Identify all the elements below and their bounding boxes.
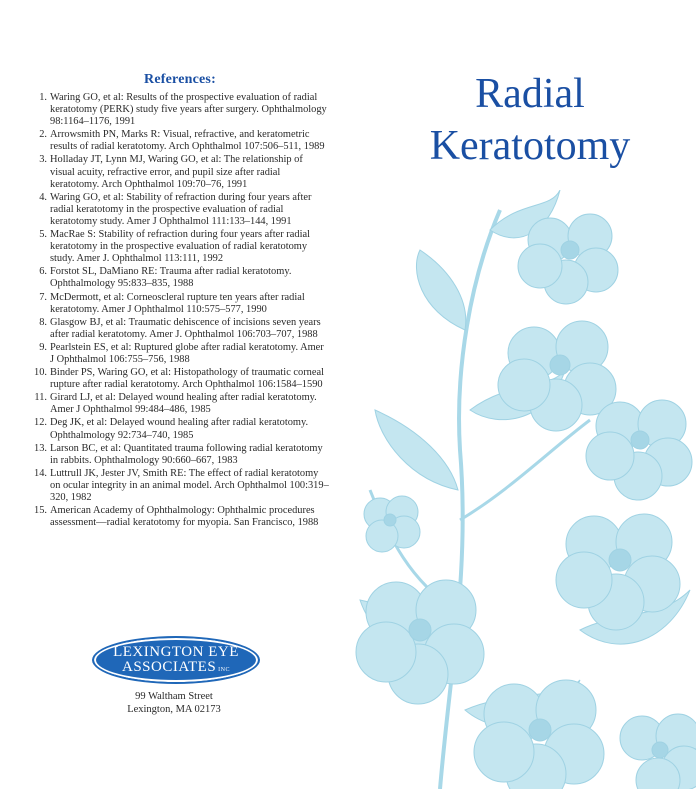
reference-text: Waring GO, et al: Stability of refraction during four years after radial keratotomy in the prospective evaluation of radial keratotomy study. Amer J Ophthalmol 111:133–144, 1991 [50, 191, 312, 227]
reference-item [30, 317, 330, 341]
reference-number: 13. [34, 442, 47, 454]
reference-text: Holladay JT, Lynn MJ, Waring GO, et al: The relationship of visual acuity, refractive error, and pupil size after radial keratotomy. Arch Ophthalmol 109:70–76, 1991 [50, 154, 303, 190]
reference-number: 12. [34, 417, 47, 429]
reference-text: McDermott, et al: Corneoscleral rupture ten years after radial keratotomy. Amer J Ophthalmol 110:575–577, 1990 [50, 291, 305, 315]
reference-text: Binder PS, Waring GO, et al: Histopathology of traumatic corneal rupture after radial keratotomy. Arch Ophthalmol 106:1584–1590 [50, 367, 324, 391]
reference-item [30, 443, 330, 467]
reference-number: 1. [39, 92, 47, 103]
reference-number: 2. [39, 129, 47, 141]
reference-item [30, 505, 330, 529]
reference-item [30, 468, 330, 504]
reference-number: 3. [39, 154, 47, 166]
logo-line-2 [94, 660, 258, 678]
reference-item [30, 392, 330, 416]
reference-number: 4. [39, 191, 47, 203]
reference-text: Waring GO, et al: Results of the prospective evaluation of radial keratotomy (PERK) study five years after surgery. Ophthalmology 98:1164–1176, 1991 [50, 92, 327, 128]
references-list [30, 92, 330, 529]
reference-number: 14. [34, 467, 47, 479]
reference-item [30, 154, 330, 190]
reference-number: 8. [39, 316, 47, 328]
references-panel [30, 72, 330, 530]
logo-suffix: INC [218, 667, 231, 673]
title-line-2: Keratotomy [429, 123, 631, 169]
address-street: 99 Waltham Street [135, 691, 213, 702]
reference-text: MacRae S: Stability of refraction during four years after radial keratotomy in the prospective evaluation of radial keratotomy study. Amer J. Ophthalmol 113:111, 1992 [50, 229, 310, 265]
reference-number: 10. [34, 367, 47, 379]
reference-number: 11. [34, 392, 47, 404]
references-heading: References: [144, 72, 216, 87]
logo-name: ASSOCIATES [121, 659, 217, 675]
company-logo [92, 636, 260, 684]
reference-item [30, 92, 330, 128]
reference-text: Forstot SL, DaMiano RE: Trauma after radial keratotomy. Ophthalmology 95:833–835, 1988 [50, 266, 292, 290]
reference-text: Pearlstein ES, et al: Ruptured globe after radial keratotomy. Amer J Ophthalmol 106:755–756, 1988 [50, 341, 324, 365]
reference-number: 7. [39, 291, 47, 303]
reference-text: American Academy of Ophthalmology: Ophthalmic procedures assessment—radial keratotomy for myopia. San Francisco, 1988 [50, 505, 319, 529]
reference-text: Deg JK, et al: Delayed wound healing after radial keratotomy. Ophthalmology 92:734–740, 1985 [50, 417, 309, 441]
reference-item [30, 192, 330, 228]
company-address [92, 690, 256, 716]
address-city: Lexington, MA 02173 [127, 704, 221, 715]
reference-text: Glasgow BJ, et al: Traumatic dehiscence of incisions seven years after radial keratotomy. Amer J. Ophthalmol 106:703–707, 1988 [50, 316, 321, 340]
logo-line-1: LEXINGTON EYE [113, 644, 239, 660]
reference-item [30, 266, 330, 290]
reference-item [30, 342, 330, 366]
reference-item [30, 229, 330, 265]
brochure-title [385, 68, 675, 172]
reference-number: 15. [34, 505, 47, 517]
reference-item [30, 129, 330, 153]
reference-text: Larson BC, et al: Quantitated trauma following radial keratotomy in rabbits. Ophthalmology 90:660–667, 1983 [50, 442, 323, 466]
reference-number: 6. [39, 266, 47, 278]
reference-text: Luttrull JK, Jester JV, Smith RE: The effect of radial keratotomy on ocular integrity in an animal model. Arch Ophthalmol 100:319–320, 1982 [50, 467, 329, 503]
reference-number: 5. [39, 229, 47, 241]
reference-item [30, 367, 330, 391]
company-block [92, 636, 262, 716]
reference-text: Girard LJ, et al: Delayed wound healing after radial keratotomy. Amer J Ophthalmol 99:484–486, 1985 [50, 392, 317, 416]
reference-item [30, 417, 330, 441]
reference-number: 9. [39, 341, 47, 353]
floral-illustration [350, 190, 696, 789]
reference-text: Arrowsmith PN, Marks R: Visual, refractive, and keratometric results of radial keratotomy. Arch Ophthalmol 107:506–511, 1989 [50, 129, 325, 153]
title-line-1: Radial [475, 71, 585, 117]
reference-item [30, 292, 330, 316]
